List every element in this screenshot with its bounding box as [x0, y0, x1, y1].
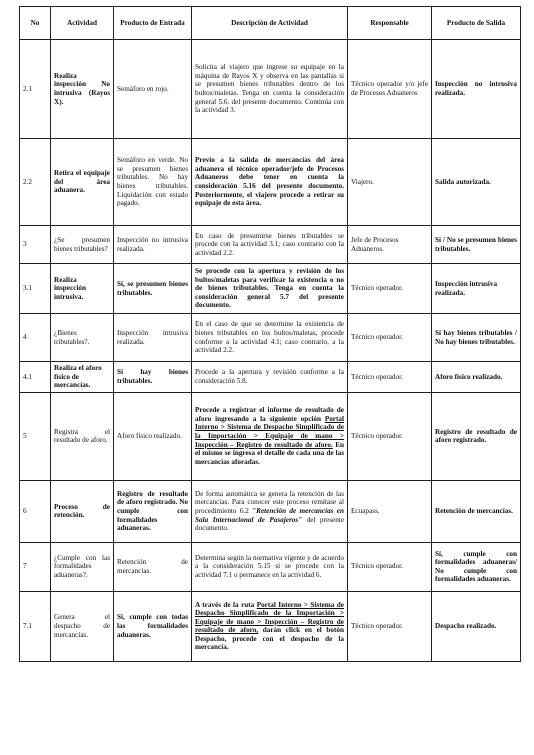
header-producto-entrada: Producto de Entrada [114, 7, 192, 40]
row-no: 6 [20, 480, 51, 542]
table-row [20, 362, 521, 393]
table-row [20, 40, 521, 139]
row-actividad: Proceso de retención. [51, 480, 114, 542]
row-entrada: Sí hay bienes tributables. [114, 362, 192, 393]
row-actividad: Realiza inspección No intrusiva (Rayos X). [51, 40, 114, 139]
row-responsable: Técnico operador. [348, 314, 432, 362]
row-actividad: ¿Bienes tributables?. [51, 314, 114, 362]
row-responsable: Técnico operador. [348, 542, 432, 591]
row-salida: Salida autorizada. [432, 139, 521, 226]
row-responsable: Ecuapass. [348, 480, 432, 542]
table-row [20, 139, 521, 226]
row-no: 7 [20, 542, 51, 591]
row-actividad: Registra el resultado de aforo. [51, 392, 114, 480]
row-entrada: Aforo físico realizado. [114, 392, 192, 480]
row-actividad: ¿Cumple con las formalidades aduaneras?. [51, 542, 114, 591]
header-producto-salida: Producto de Salida [432, 7, 521, 40]
table-row [20, 542, 521, 591]
row-entrada: Retención de mercancías. [114, 542, 192, 591]
row-descripcion: En el caso de que se determine la existencia de bienes tributables en los bultos/maletas, procede conforme a la actividad 4.1; caso contrario, a la actividad 2.2. [192, 314, 348, 362]
row-salida: Inspección no intrusiva realizada. [432, 40, 521, 139]
row-salida: Retención de mercancías. [432, 480, 521, 542]
row-entrada: Inspección intrusiva realizada. [114, 314, 192, 362]
row-descripcion: A través de la ruta Portal Interno > Sistema de Despacho Simplificado de la Importación > Equipaje de mano > Inspección – Registro de resultado de aforo, darán click en el botón Despacho, procede con el despacho de la mercancía. [192, 591, 348, 661]
row-salida: Sí / No se presumen bienes tributables. [432, 226, 521, 264]
row-descripcion: Se procede con la apertura y revisión de los bultos/maletas para verificar la existencia o no de bienes tributables. Tenga en cuenta la consideración general 5.7 del presente documento. [192, 264, 348, 314]
row-descripcion: Previo a la salida de mercancías del área aduanera el técnico operador/jefe de Procesos Aduaneros debe tener en cuenta la consideración 5.16 del presente documento. Posteriormente, el viajero procede a retirar su equipaje de esta área. [192, 139, 348, 226]
row-no: 2.2 [20, 139, 51, 226]
row-salida: Registro de resultado de aforo registrado. [432, 392, 521, 480]
activity-table [19, 6, 521, 662]
row-no: 4 [20, 314, 51, 362]
row-responsable: Técnico operador. [348, 591, 432, 661]
header-responsable: Responsable [348, 7, 432, 40]
row-actividad: Retira el equipaje del área aduanera. [51, 139, 114, 226]
row-entrada: Registro de resultado de aforo registrado. No cumple con formalidades aduaneras. [114, 480, 192, 542]
header-no: No [20, 7, 51, 40]
table-header-row [20, 7, 521, 40]
row-descripcion: Procede a registrar el informe de resultado de aforo ingresando a la siguiente opción Portal Interno > Sistema de Despacho Simplificado de la Importación > Equipaje de mano > Inspección – Registro de resultado de aforo. En el mismo se ingresa el detalle de cada una de las mercancías aforadas. [192, 392, 348, 480]
table-row [20, 226, 521, 264]
row-descripcion: En caso de presumirse bienes tributables se procede con la actividad 3.1; caso contrario con la actividad 2.2. [192, 226, 348, 264]
row-salida: Sí hay bienes tributables / No hay bienes tributables. [432, 314, 521, 362]
row-no: 7.1 [20, 591, 51, 661]
row-no: 5 [20, 392, 51, 480]
row-entrada: Semáforo en rojo. [114, 40, 192, 139]
row-entrada: Sí, cumple con todas las formalidades aduaneras. [114, 591, 192, 661]
row-descripcion: Solicita al viajero que ingrese su equipaje en la máquina de Rayos X y observa en las pantallas si se presumen bienes tributables dentro de los bultos/maletas. Tenga en cuenta la consideración general 5.6. del presente documento. Continúa con la actividad 3. [192, 40, 348, 139]
table-row [20, 264, 521, 314]
row-entrada: Sí, se presumen bienes tributables. [114, 264, 192, 314]
row-responsable: Técnico operador. [348, 264, 432, 314]
row-actividad: Genera el despacho de mercancías. [51, 591, 114, 661]
row-responsable: Técnico operador y/o jefe de Procesos Aduaneros [348, 40, 432, 139]
row-salida: Sí, cumple con formalidades aduaneras/ No cumple con formalidades aduaneras. [432, 542, 521, 591]
row-entrada: Semáforo en verde. No se presumen bienes tributables. No hay bienes tributables. Liquidación con estado pagado. [114, 139, 192, 226]
table-row [20, 314, 521, 362]
row-responsable: Técnico operador. [348, 362, 432, 393]
row-descripcion: Procede a la apertura y revisión conforme a la consideración 5.8. [192, 362, 348, 393]
row-entrada: Inspección no intrusiva realizada. [114, 226, 192, 264]
row-responsable: Viajero. [348, 139, 432, 226]
header-descripcion: Descripción de Actividad [192, 7, 348, 40]
row-descripcion: De forma automática se genera la retención de las mercancías. Para conocer este proceso remítase al procedimiento 6.2 "Retención de mercancías en Sala Internacional de Pasajeros" del presente documento. [192, 480, 348, 542]
row-salida: Inspección intrusiva realizada. [432, 264, 521, 314]
table-row [20, 591, 521, 661]
row-actividad: Realiza inspección intrusiva. [51, 264, 114, 314]
row-descripcion: Determina según la normativa vigente y de acuerdo a la consideración 5.15 si se procede con la actividad 7.1 o permanece en la actividad 6. [192, 542, 348, 591]
row-responsable: Jefe de Procesos Aduaneros. [348, 226, 432, 264]
row-actividad: Realiza el aforo físico de mercancías. [51, 362, 114, 393]
row-no: 3 [20, 226, 51, 264]
row-responsable: Técnico operador. [348, 392, 432, 480]
row-salida: Despacho realizado. [432, 591, 521, 661]
row-no: 4.1 [20, 362, 51, 393]
row-no: 3.1 [20, 264, 51, 314]
row-actividad: ¿Se presumen bienes tributables? [51, 226, 114, 264]
table-row [20, 392, 521, 480]
header-actividad: Actividad [51, 7, 114, 40]
row-salida: Aforo físico realizado. [432, 362, 521, 393]
row-no: 2.1 [20, 40, 51, 139]
table-row [20, 480, 521, 542]
